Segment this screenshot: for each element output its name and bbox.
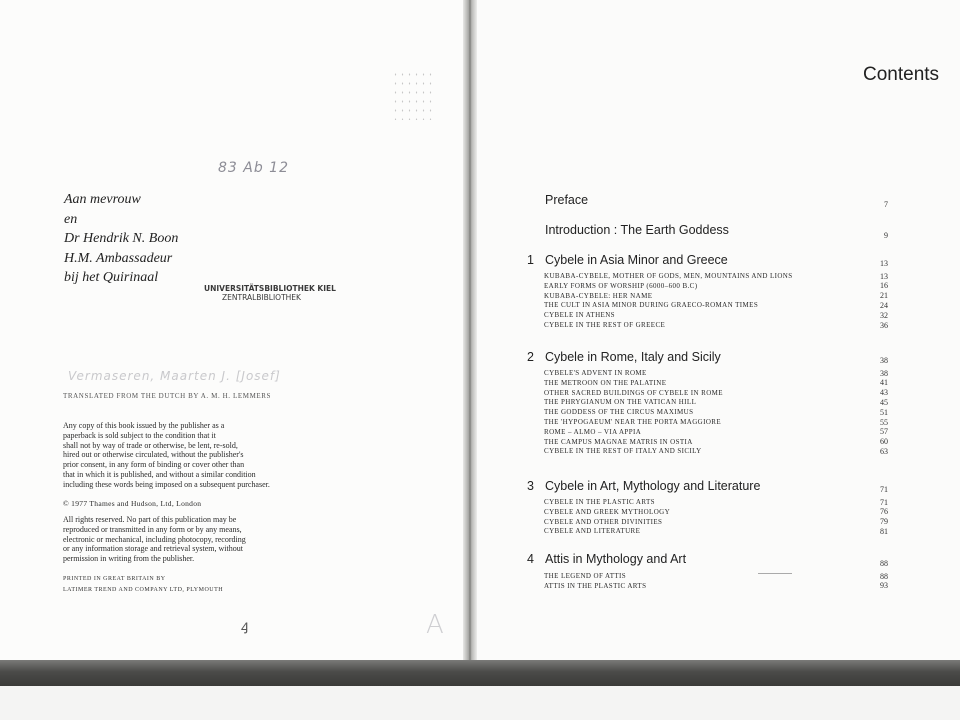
dedication — [64, 190, 178, 288]
toc-section-title: OTHER SACRED BUILDINGS OF CYBELE IN ROME — [544, 388, 723, 397]
scan-dash-mark — [758, 573, 792, 574]
toc-page-number: 13 — [880, 259, 888, 268]
toc-section-title: THE CULT IN ASIA MINOR DURING GRAECO-ROMAN TIMES — [544, 301, 759, 310]
toc-section-page: 24 — [880, 300, 888, 310]
toc-section-title: CYBELE IN THE REST OF ITALY AND SICILY — [544, 447, 702, 456]
stamp-line: UNIVERSITÄTSBIBLIOTHEK KIEL — [204, 284, 336, 293]
rights-line: permission in writing from the publisher. — [63, 554, 195, 564]
stamp-line: ZENTRALBIBLIOTHEK — [222, 293, 301, 302]
toc-chapter-title: Preface — [545, 193, 589, 207]
scan-speckle — [392, 70, 432, 120]
toc-chapter-title: Introduction : The Earth Goddess — [545, 223, 729, 237]
rights-notice — [63, 515, 323, 564]
copy-notice — [63, 421, 323, 490]
toc-section-page: 93 — [880, 581, 888, 591]
toc-section-page: 36 — [880, 320, 888, 330]
toc-section-title: THE GODDESS OF THE CIRCUS MAXIMUS — [544, 408, 694, 417]
copy-notice-line: paperback is sold subject to the condition that it — [63, 430, 216, 440]
toc-page-number: 88 — [880, 559, 888, 568]
toc-section-page: 71 — [880, 497, 888, 507]
library-stamp — [204, 284, 336, 302]
dedication-line: en — [64, 211, 78, 227]
toc-section-title: CYBELE'S ADVENT IN ROME — [544, 369, 647, 377]
toc-section-title: THE METROON ON THE PALATINE — [544, 378, 667, 387]
toc-section-page: 32 — [880, 310, 888, 320]
toc-section-page: 38 — [880, 368, 888, 378]
copy-notice-line: prior consent, in any form of binding or cover other than — [63, 460, 245, 470]
book-gutter — [463, 0, 477, 665]
toc-page-number: 71 — [880, 485, 888, 494]
rights-line: electronic or mechanical, including photocopy, recording — [63, 534, 246, 544]
dedication-line: Dr Hendrik N. Boon — [64, 231, 179, 246]
copy-notice-line: hired out or otherwise circulated, without the publisher's — [63, 450, 244, 460]
toc-section-title: CYBELE AND GREEK MYTHOLOGY — [544, 507, 671, 516]
copy-notice-line: Any copy of this book issued by the publisher as a — [63, 421, 225, 430]
rights-line: reproduced or transmitted in any form or by any means, — [63, 524, 242, 534]
toc-section-title: CYBELE IN THE PLASTIC ARTS — [544, 498, 655, 506]
toc-section-page: 43 — [880, 388, 888, 398]
toc-section-page: 60 — [880, 437, 888, 447]
chapter-number: 1 — [527, 253, 534, 267]
toc-section-page: 88 — [880, 571, 888, 581]
toc-chapter-title: Cybele in Asia Minor and Greece — [545, 253, 728, 267]
toc-section-title: CYBELE IN THE REST OF GREECE — [544, 321, 666, 329]
toc-section-title: CYBELE AND OTHER DIVINITIES — [544, 517, 663, 526]
pencil-mark: ꜭ — [241, 619, 249, 634]
chapter-number: 3 — [527, 479, 534, 493]
toc-section-title: ROME – ALMO – VIA APPIA — [544, 427, 642, 436]
toc-chapter-title: Cybele in Rome, Italy and Sicily — [545, 350, 721, 364]
author-handwritten-note: Vermaseren, Maarten J. [Josef] — [68, 369, 281, 383]
toc-section-page: 55 — [880, 417, 888, 427]
dedication-line: bij het Quirinaal — [64, 270, 159, 285]
toc-section-title: THE LEGEND OF ATTIS — [544, 572, 627, 580]
chapter-number: 2 — [527, 350, 534, 364]
toc-section-page: 45 — [880, 397, 888, 407]
printer-line: PRINTED IN GREAT BRITAIN BY — [63, 576, 166, 582]
toc-section-title: KUBABA-CYBELE, MOTHER OF GODS, MEN, MOUNTAINS AND LIONS — [544, 272, 793, 280]
toc-page-number: 9 — [884, 231, 888, 240]
toc-section-title: THE 'HYPOGAEUM' NEAR THE PORTA MAGGIORE — [544, 418, 722, 426]
copyright-line: © 1977 Thames and Hudson, Ltd, London — [63, 499, 202, 508]
toc-section-title: KUBABA-CYBELE: HER NAME — [544, 291, 653, 300]
toc-section-title: THE PHRYGIANUM ON THE VATICAN HILL — [544, 398, 697, 407]
toc-section-title: CYBELE AND LITERATURE — [544, 527, 641, 536]
toc-section-title: CYBELE IN ATHENS — [544, 311, 615, 320]
page-title: Contents — [863, 64, 940, 85]
scanner-edge-shadow — [0, 660, 960, 686]
toc-section-page: 63 — [880, 446, 888, 456]
toc-section-page: 81 — [880, 526, 888, 536]
pencil-letter-mark: A — [426, 610, 444, 640]
copy-notice-line: that in which it is published, and without a similar condition — [63, 469, 256, 479]
toc-section-page: 16 — [880, 281, 888, 291]
toc-section-title: ATTIS IN THE PLASTIC ARTS — [544, 581, 647, 590]
toc-section-page: 21 — [880, 291, 888, 301]
rights-line: All rights reserved. No part of this publication may be — [63, 515, 237, 524]
toc-section-page: 41 — [880, 378, 888, 388]
toc-section-page: 57 — [880, 427, 888, 437]
scanner-bed — [0, 686, 960, 720]
toc-page-number: 38 — [880, 356, 888, 365]
translator-credit: TRANSLATED FROM THE DUTCH BY A. M. H. LEMMERS — [63, 392, 272, 400]
toc-section-page: 51 — [880, 407, 888, 417]
toc-section-page: 79 — [880, 517, 888, 527]
toc-chapter-title: Attis in Mythology and Art — [545, 552, 687, 566]
copy-notice-line: shall not by way of trade or otherwise, be lent, re-sold, — [63, 440, 238, 450]
toc-chapter-title: Cybele in Art, Mythology and Literature — [545, 479, 761, 493]
toc-section-page: 76 — [880, 507, 888, 517]
rights-line: or any information storage and retrieval system, without — [63, 544, 243, 554]
copy-notice-line: including these words being imposed on a subsequent purchaser. — [63, 479, 270, 489]
toc-section-title: THE CAMPUS MAGNAE MATRIS IN OSTIA — [544, 437, 693, 446]
toc-section-title: EARLY FORMS OF WORSHIP (6000–600 B.C) — [544, 281, 698, 290]
chapter-number: 4 — [527, 552, 534, 566]
shelfmark-pencil: 83 Ab 12 — [218, 160, 289, 176]
toc-section-page: 13 — [880, 271, 888, 281]
dedication-line: H.M. Ambassadeur — [64, 250, 173, 266]
printer-credit — [63, 574, 223, 596]
dedication-line: Aan mevrouw — [64, 192, 141, 207]
toc-page-number: 7 — [884, 200, 888, 209]
printer-line: LATIMER TREND AND COMPANY LTD, PLYMOUTH — [63, 587, 224, 593]
